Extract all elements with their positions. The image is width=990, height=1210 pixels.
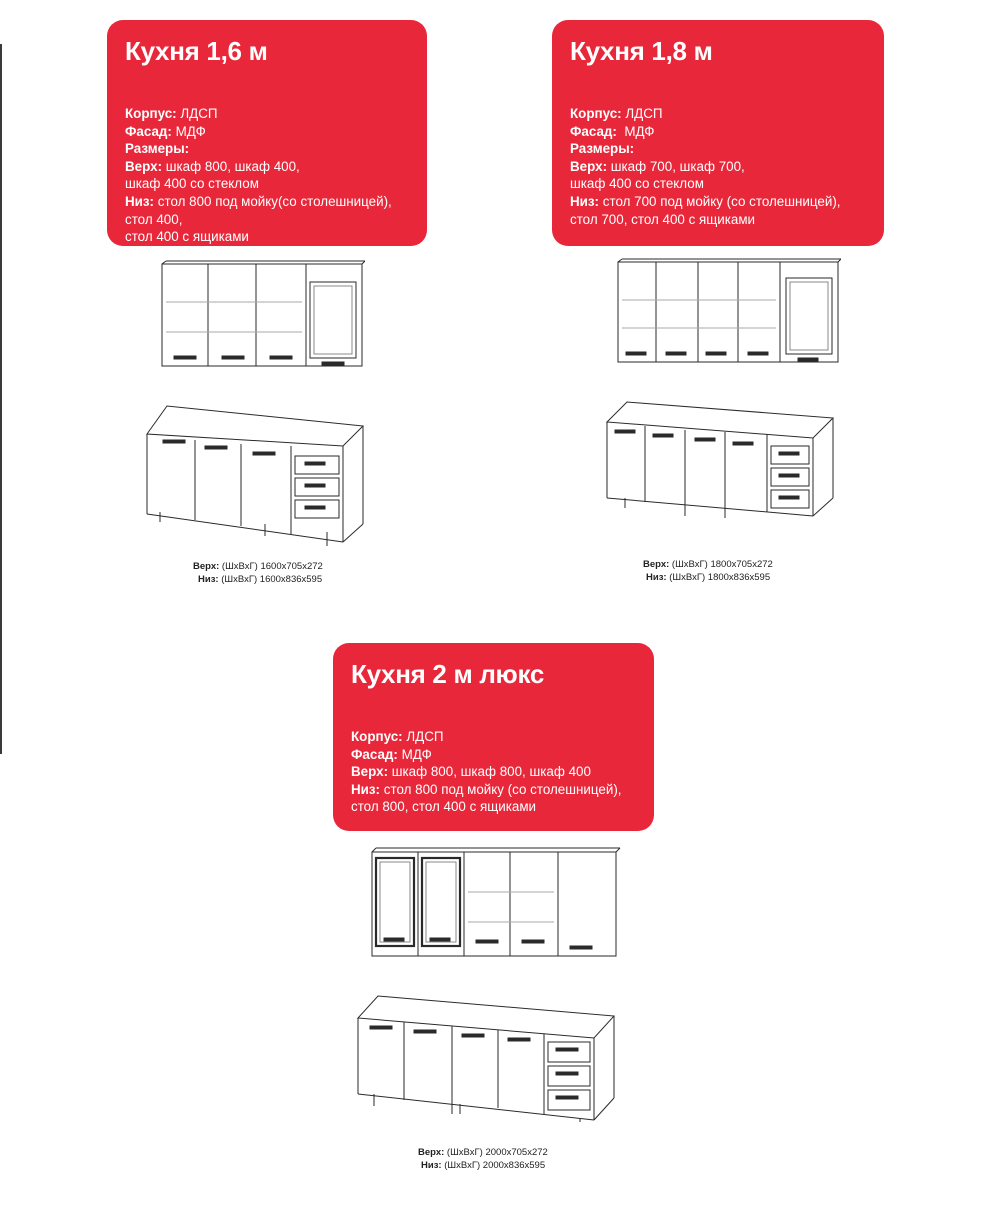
spec-list bbox=[125, 105, 409, 246]
card-title: Кухня 2 м люкс bbox=[351, 659, 544, 689]
spec-verkh: Верх: шкаф 800, шкаф 400, bbox=[125, 158, 300, 174]
kitchen-card-2-lux bbox=[333, 643, 654, 831]
spec-razmery: Размеры: bbox=[125, 141, 190, 157]
kitchen-card-1-8 bbox=[552, 20, 884, 246]
spec-fasad: Фасад: МДФ bbox=[570, 123, 655, 139]
spec-niz: Низ: стол 800 под мойку(со столешницей), bbox=[125, 193, 392, 209]
spec-fasad: Фасад: МДФ bbox=[125, 123, 206, 139]
kitchen-card-1-6 bbox=[107, 20, 427, 246]
lower-cabinets-drawing-1-8 bbox=[605, 400, 835, 520]
lower-cabinets-drawing-2-lux bbox=[356, 994, 616, 1124]
spec-niz-cont: стол 400 с ящиками bbox=[125, 229, 249, 245]
spec-razmery: Размеры: bbox=[570, 141, 635, 157]
spec-korpus: Корпус: ЛДСП bbox=[125, 106, 218, 121]
dimensions-1-6 bbox=[193, 561, 323, 586]
upper-cabinets-drawing-1-8 bbox=[616, 258, 841, 368]
dim-bottom: Низ: (ШхВхГ) 1600х836х595 bbox=[198, 573, 323, 585]
card-title: Кухня 1,8 м bbox=[570, 36, 713, 66]
dim-bottom: Низ: (ШхВхГ) 1800х836х595 bbox=[646, 571, 771, 583]
page-edge-line bbox=[0, 44, 2, 754]
spec-korpus: Корпус: ЛДСП bbox=[570, 106, 663, 121]
dim-top: Верх: (ШхВхГ) 2000х705х272 bbox=[418, 1147, 548, 1158]
card-title: Кухня 1,6 м bbox=[125, 36, 268, 66]
spec-niz-cont: стол 400, bbox=[125, 211, 183, 227]
lower-cabinets-drawing-1-6 bbox=[145, 404, 365, 549]
spec-verkh-cont: шкаф 400 со стеклом bbox=[570, 176, 704, 192]
spec-list bbox=[570, 105, 866, 228]
upper-cabinets-drawing-2-lux bbox=[370, 846, 622, 961]
upper-cabinets-drawing-1-6 bbox=[160, 260, 365, 370]
dim-top: Верх: (ШхВхГ) 1600х705х272 bbox=[193, 561, 323, 572]
spec-verkh: Верх: шкаф 700, шкаф 700, bbox=[570, 158, 745, 174]
dim-bottom: Низ: (ШхВхГ) 2000х836х595 bbox=[421, 1159, 546, 1171]
spec-list bbox=[351, 728, 636, 816]
spec-fasad: Фасад: МДФ bbox=[351, 746, 432, 762]
spec-korpus: Корпус: ЛДСП bbox=[351, 729, 444, 744]
dimensions-1-8 bbox=[643, 559, 773, 584]
dim-top: Верх: (ШхВхГ) 1800х705х272 bbox=[643, 559, 773, 570]
spec-niz-cont: стол 700, стол 400 с ящиками bbox=[570, 211, 756, 227]
spec-verkh: Верх: шкаф 800, шкаф 800, шкаф 400 bbox=[351, 764, 591, 780]
spec-verkh-cont: шкаф 400 со стеклом bbox=[125, 176, 259, 192]
spec-niz: Низ: стол 700 под мойку (со столешницей), bbox=[570, 193, 841, 209]
spec-niz: Низ: стол 800 под мойку (со столешницей), bbox=[351, 781, 622, 797]
spec-niz-cont: стол 800, стол 400 с ящиками bbox=[351, 799, 537, 815]
dimensions-2-lux bbox=[418, 1147, 548, 1172]
